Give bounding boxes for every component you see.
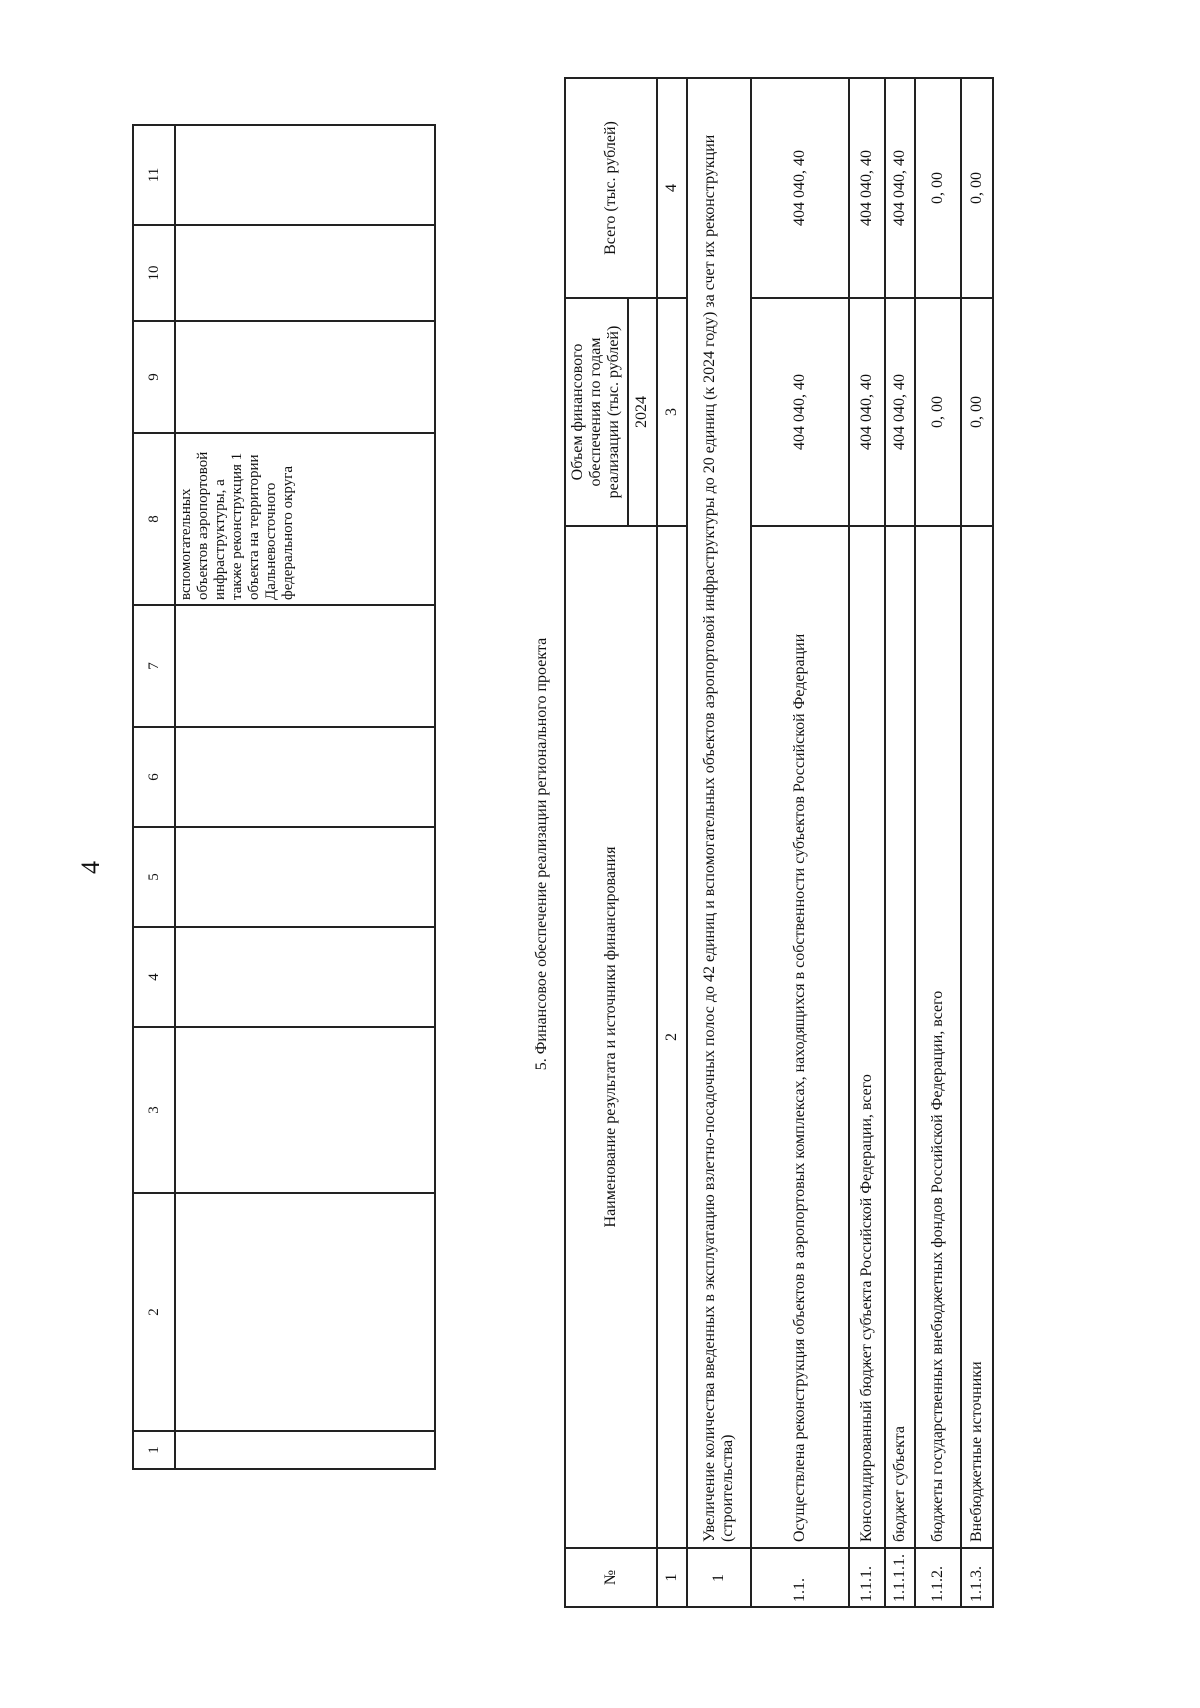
row-2024-value: 404 040, 40: [885, 298, 915, 526]
row-no: 1.1.: [751, 1548, 849, 1607]
col-header: 10: [133, 225, 175, 321]
row-2024-value: 0, 00: [915, 298, 961, 526]
col-header: 5: [133, 827, 175, 927]
finance-colnum-row: [657, 78, 687, 1607]
table-cell: [175, 727, 435, 827]
continuation-header-row: [133, 125, 175, 1469]
col-header: 2: [133, 1193, 175, 1431]
table-cell: [175, 605, 435, 727]
col-header: 9: [133, 321, 175, 433]
finance-table: [564, 77, 994, 1608]
row-name: Внебюджетные источники: [961, 526, 993, 1548]
col-header: 6: [133, 727, 175, 827]
col-number: 3: [657, 298, 687, 526]
table-row: [885, 78, 915, 1607]
result-row: [687, 78, 751, 1607]
col-header: 8: [133, 433, 175, 605]
row-no: 1.1.2.: [915, 1548, 961, 1607]
col-number: 4: [657, 78, 687, 298]
row-total-value: 404 040, 40: [849, 78, 885, 298]
section-title: 5. Финансовое обеспечение реализации регионального проекта: [533, 637, 550, 1071]
header-no: №: [565, 1548, 657, 1607]
page-number: 4: [76, 861, 105, 874]
row-total-value: 404 040, 40: [885, 78, 915, 298]
table-cell: [175, 1027, 435, 1193]
table-cell: [175, 1193, 435, 1431]
row-total-value: 0, 00: [915, 78, 961, 298]
row-no: 1.1.3.: [961, 1548, 993, 1607]
finance-header-row: [565, 78, 628, 1607]
col-header: 11: [133, 125, 175, 225]
col-header: 7: [133, 605, 175, 727]
col-header: 3: [133, 1027, 175, 1193]
col-header: 1: [133, 1431, 175, 1469]
row-total-value: 404 040, 40: [751, 78, 849, 298]
continuation-table: [132, 124, 436, 1470]
table-cell: [175, 125, 435, 225]
table-cell: [175, 827, 435, 927]
row-name: Осуществлена реконструкция объектов в аэропортовых комплексах, находящихся в собственности субъектов Российской Федерации: [751, 526, 849, 1548]
row-2024-value: 0, 00: [961, 298, 993, 526]
result-no: 1: [687, 1548, 751, 1607]
header-total: Всего (тыс. рублей): [565, 78, 657, 298]
result-text: Увеличение количества введенных в эксплуатацию взлетно-посадочных полос до 42 единиц и вспомогательных объектов аэропортовой инфраструктуры до 20 единиц (к 2024 году) за счет их реконструкции (строительства): [687, 78, 751, 1548]
cell-8-text: вспомогательных объектов аэропортовой инфраструктуры, а также реконструкция 1 объекта на территории Дальневосточного федерального округа: [175, 433, 435, 605]
continuation-body-row: [175, 125, 435, 1469]
row-no: 1.1.1.1.: [885, 1548, 915, 1607]
table-cell: [175, 225, 435, 321]
row-name: бюджеты государственных внебюджетных фондов Российской Федерации, всего: [915, 526, 961, 1548]
table-cell: [175, 927, 435, 1027]
row-total-value: 0, 00: [961, 78, 993, 298]
table-row: [961, 78, 993, 1607]
row-2024-value: 404 040, 40: [751, 298, 849, 526]
col-header: 4: [133, 927, 175, 1027]
row-name: бюджет субъекта: [885, 526, 915, 1548]
table-cell: [175, 321, 435, 433]
table-row: [915, 78, 961, 1607]
table-row: [849, 78, 885, 1607]
col-number: 1: [657, 1548, 687, 1607]
table-row: [751, 78, 849, 1607]
header-year-2024: 2024: [628, 298, 657, 526]
header-name: Наименование результата и источники финансирования: [565, 526, 657, 1548]
col-number: 2: [657, 526, 687, 1548]
row-no: 1.1.1.: [849, 1548, 885, 1607]
row-2024-value: 404 040, 40: [849, 298, 885, 526]
table-cell: [175, 1431, 435, 1469]
header-years: Объем финансового обеспечения по годам реализации (тыс. рублей): [565, 298, 628, 526]
row-name: Консолидированный бюджет субъекта Российской Федерации, всего: [849, 526, 885, 1548]
